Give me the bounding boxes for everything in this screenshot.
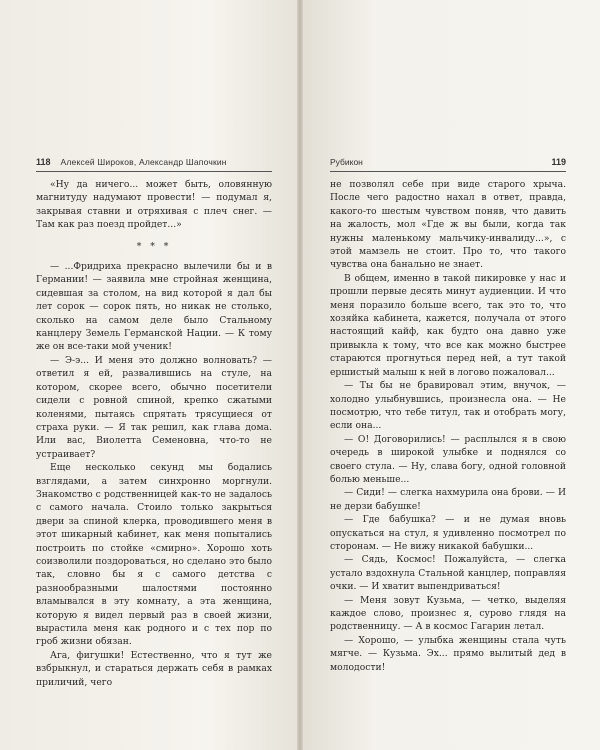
paragraph: — Ты бы не бравировал этим, внучок, — холодно улыбнувшись, произнесла она. — Не посмотрю, что тебе титул, так и отобрать могу, если она... <box>330 380 566 432</box>
right-page-number: 119 <box>551 157 566 167</box>
paragraph: — О! Договорились! — расплылся я в свою очередь в широкой улыбке и поднялся со своего стула. — Ну, слава богу, одной головной болью меньше... <box>330 433 566 485</box>
right-page-body <box>330 178 566 674</box>
book-gutter <box>297 0 303 750</box>
section-separator: * * * <box>136 240 172 252</box>
paragraph: «Ну да ничего... может быть, оловянную магнитуду надумают провести! — подумал я, закрывая ставни и отряхивая с плеч снег. — Там как раз поезд пройдет...» <box>36 179 272 231</box>
paragraph: Еще несколько секунд мы бодались взглядами, а затем синхронно моргнули. Знакомство с родственницей как-то не задалось с самого начала. Стоило только закрыться двери за спиной клерка, проводившего меня в этот шикарный кабинет, как меня попытались построить по стойке «смирно». Хорошо хоть соизволили поздороваться, но сделано это было так, словно бы я с самого детства с разнообразными шалостями постоянно вламывался в эту комнату, а эта женщина, которую я видел первый раз в своей жизни, вырастила меня как родного и с тех пор по гроб жизни обязан. <box>36 462 272 648</box>
paragraph: не позволял себе при виде старого хрыча. После чего радостно нахал в ответ, правда, какого-то шестым чувством поняв, чтo давить на жалость, мол «Где ж вы были, когда так нужны маленькому мальчику-инвалиду...», с этой мамзель не стоит. Про то, что такого чувства она банально не знает. <box>330 179 566 271</box>
paragraph: — Где бабушка? — и не думая вновь опускаться на стул, я удивленно посмотрел по сторонам. — Не вижу никакой бабушки... <box>330 514 566 552</box>
left-page-body <box>36 178 272 689</box>
paragraph: — Э-э... И меня это должно волновать? — ответил я ей, развалившись на стуле, на котором, скорее всего, обычно посетители сидели с ровной спиной, крепко сжатыми коленями, пытаясь спрятать трясущиеся от страха руки. — Я так решил, как глава дома. Или вас, Виолетта Семеновна, что-то не устраивает? <box>36 354 272 460</box>
left-header-rule <box>36 171 272 172</box>
left-page-number: 118 <box>36 157 51 167</box>
paragraph: — Меня зовут Кузьма, — четко, выделяя каждое слово, произнес я, сурово глядя на родственницу. — А в космос Гагарин летал. <box>330 594 566 633</box>
paragraph: — ...Фридриха прекрасно вылечили бы и в Германии! — заявила мне стройная женщина, сидевшая за столом, на вид которой я дал бы лет сорок — сорок пять, но никак не столько, сколько на самом деле было Стальному канцлеру Земель Германской Нации. — К тому же он все-таки мой ученик! <box>36 261 272 353</box>
left-running-header: Алексей Широков, Александр Шапочкин <box>60 157 227 167</box>
paragraph: — Сиди! — слегка нахмурила она брови. — И не дерзи бабушке! <box>330 487 566 512</box>
right-header-rule <box>330 171 566 172</box>
paragraph: — Сядь, Космос! Пожалуйста, — слегка устало вздохнула Стальной канцлер, поправляя очки. — И хватит выпендриваться! <box>330 554 566 593</box>
paragraph: Ага, фигушки! Естественно, что я тут же взбрыкнул, и стараться держать себя в рамках приличий, чего <box>36 649 272 688</box>
left-page-header <box>36 155 272 169</box>
right-page-header <box>330 155 566 169</box>
paragraph: В общем, именно в такой пикировке у нас и прошли первые десять минут аудиенции. И что меня поразило больше всего, так это то, что хозяйка кабинета, кажется, получала от этого настоящий кайф, как будто она давно уже привыкла к тому, что все как можно быстрее стараются прогнуться перед ней, а тут такой ершистый малыш к ней в логово пожаловал... <box>330 272 566 378</box>
paragraph: — Хорошо, — улыбка женщины стала чуть мягче. — Кузьма. Эх... прямо вылитый дед в молодости! <box>330 634 566 673</box>
right-running-header: Рубикон <box>330 157 363 167</box>
